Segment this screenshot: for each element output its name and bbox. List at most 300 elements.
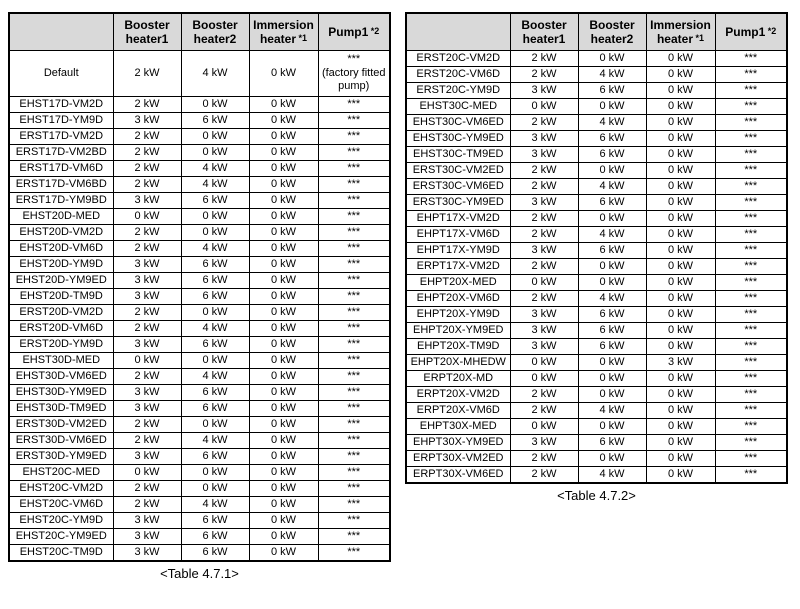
table-row — [406, 227, 787, 243]
booster-heater1-cell: 2 kW — [510, 163, 578, 179]
table-row — [9, 51, 390, 97]
immersion-heater-cell: 0 kW — [646, 259, 715, 275]
table-row — [9, 401, 390, 417]
booster-heater1-cell: 2 kW — [510, 291, 578, 307]
immersion-heater-cell: 0 kW — [646, 195, 715, 211]
table-row — [406, 339, 787, 355]
booster-heater2-cell: 0 kW — [578, 451, 646, 467]
model-cell: EHPT17X-VM6D — [406, 227, 510, 243]
booster-heater2-cell: 4 kW — [578, 227, 646, 243]
immersion-heater-cell: 0 kW — [646, 179, 715, 195]
table-row — [9, 545, 390, 562]
booster-heater1-cell: 3 kW — [510, 195, 578, 211]
pump-cell: *** — [318, 417, 390, 433]
immersion-heater-cell: 0 kW — [646, 403, 715, 419]
booster-heater2-cell: 6 kW — [578, 147, 646, 163]
booster-heater1-cell: 3 kW — [113, 401, 181, 417]
immersion-heater-cell: 0 kW — [249, 209, 318, 225]
header-row — [406, 13, 787, 51]
immersion-heater-cell: 0 kW — [646, 163, 715, 179]
booster-heater2-cell: 0 kW — [181, 417, 249, 433]
table-row — [9, 225, 390, 241]
pump-cell: *** — [318, 209, 390, 225]
booster-heater2-cell: 0 kW — [181, 465, 249, 481]
pump-cell: *** — [318, 289, 390, 305]
spec-table-472-header — [406, 13, 787, 51]
booster-heater2-cell: 0 kW — [578, 99, 646, 115]
booster-heater2-cell: 6 kW — [181, 273, 249, 289]
table-row — [9, 305, 390, 321]
model-cell: ERST30D-YM9ED — [9, 449, 113, 465]
table-row — [406, 467, 787, 484]
booster-heater1-cell: 3 kW — [113, 513, 181, 529]
booster-heater2-cell: 6 kW — [578, 243, 646, 259]
immersion-heater-cell: 0 kW — [646, 131, 715, 147]
booster-heater2-cell: 4 kW — [578, 115, 646, 131]
booster-heater2-cell: 4 kW — [181, 161, 249, 177]
booster-heater2-cell: 6 kW — [181, 529, 249, 545]
model-cell: ERST20D-YM9D — [9, 337, 113, 353]
table-row — [406, 115, 787, 131]
immersion-heater-cell: 0 kW — [249, 417, 318, 433]
model-cell: EHST20C-YM9D — [9, 513, 113, 529]
pump-cell: *** — [318, 241, 390, 257]
booster-heater2-cell: 6 kW — [181, 545, 249, 562]
pump-cell: *** — [715, 403, 787, 419]
booster-heater1-cell: 0 kW — [113, 353, 181, 369]
booster-heater2-cell: 6 kW — [578, 83, 646, 99]
immersion-heater-cell: 0 kW — [646, 339, 715, 355]
immersion-heater-cell: 0 kW — [249, 529, 318, 545]
table-row — [9, 145, 390, 161]
table-row — [406, 451, 787, 467]
table-row — [406, 67, 787, 83]
immersion-heater-cell: 0 kW — [646, 291, 715, 307]
booster-heater1-cell: 2 kW — [510, 227, 578, 243]
booster-heater2-cell: 0 kW — [578, 419, 646, 435]
table-row — [406, 51, 787, 67]
pump-cell: *** — [318, 193, 390, 209]
table-row — [406, 275, 787, 291]
model-cell: EHPT20X-YM9D — [406, 307, 510, 323]
booster-heater1-cell: 2 kW — [113, 369, 181, 385]
model-cell: ERST17D-VM6D — [9, 161, 113, 177]
column-header — [578, 13, 646, 51]
pump-cell: *** — [715, 99, 787, 115]
model-cell: EHPT30X-YM9ED — [406, 435, 510, 451]
model-cell: EHST30C-TM9ED — [406, 147, 510, 163]
pump-cell: *** — [318, 305, 390, 321]
pump-cell: *** — [715, 115, 787, 131]
pump-cell: *** — [318, 129, 390, 145]
pump-note: (factory fitted pump) — [321, 66, 386, 93]
pump-cell: *** — [715, 307, 787, 323]
column-header-label: Immersion heater — [253, 17, 314, 46]
table-row — [9, 257, 390, 273]
booster-heater2-cell: 0 kW — [578, 275, 646, 291]
booster-heater2-cell: 4 kW — [181, 241, 249, 257]
model-cell: EHST30C-VM6ED — [406, 115, 510, 131]
pump-cell: *** — [715, 467, 787, 484]
table-row — [9, 449, 390, 465]
booster-heater2-cell: 4 kW — [181, 497, 249, 513]
immersion-heater-cell: 0 kW — [249, 113, 318, 129]
model-cell: ERST17D-VM2BD — [9, 145, 113, 161]
table-row — [9, 385, 390, 401]
booster-heater2-cell: 6 kW — [181, 385, 249, 401]
immersion-heater-cell: 0 kW — [249, 465, 318, 481]
booster-heater1-cell: 0 kW — [113, 465, 181, 481]
booster-heater1-cell: 2 kW — [113, 241, 181, 257]
booster-heater1-cell: 3 kW — [510, 307, 578, 323]
model-cell: EHPT30X-MED — [406, 419, 510, 435]
column-header-label: Pump1 — [725, 24, 766, 39]
column-header-label: Booster heater1 — [124, 17, 170, 46]
table-row — [9, 513, 390, 529]
table-row — [406, 131, 787, 147]
table-row — [9, 465, 390, 481]
model-cell: EHPT17X-VM2D — [406, 211, 510, 227]
booster-heater1-cell: 2 kW — [510, 403, 578, 419]
pump-cell: *** — [318, 273, 390, 289]
model-column-header — [9, 13, 113, 51]
booster-heater2-cell: 4 kW — [578, 467, 646, 484]
immersion-heater-cell: 0 kW — [249, 97, 318, 113]
pump-cell: *** — [715, 451, 787, 467]
pump-cell: *** — [318, 545, 390, 562]
model-cell: EHST20D-VM6D — [9, 241, 113, 257]
model-cell: EHST20C-VM6D — [9, 497, 113, 513]
booster-heater2-cell: 0 kW — [181, 305, 249, 321]
table-row — [406, 99, 787, 115]
booster-heater1-cell: 2 kW — [510, 451, 578, 467]
immersion-heater-cell: 0 kW — [249, 145, 318, 161]
model-cell: EHPT20X-VM6D — [406, 291, 510, 307]
booster-heater1-cell: 2 kW — [510, 115, 578, 131]
immersion-heater-cell: 0 kW — [249, 401, 318, 417]
booster-heater1-cell: 3 kW — [113, 529, 181, 545]
model-cell: ERST20C-VM2D — [406, 51, 510, 67]
model-cell: EHST30D-VM6ED — [9, 369, 113, 385]
pump-cell: *** — [715, 259, 787, 275]
pump-cell: *** (factory fitted pump) — [318, 51, 390, 97]
immersion-heater-cell: 0 kW — [646, 419, 715, 435]
model-cell: EHPT20X-TM9D — [406, 339, 510, 355]
pump-cell: *** — [318, 497, 390, 513]
table-row — [9, 113, 390, 129]
immersion-heater-cell: 0 kW — [249, 289, 318, 305]
booster-heater1-cell: 2 kW — [510, 467, 578, 484]
booster-heater1-cell: 3 kW — [113, 193, 181, 209]
immersion-heater-cell: 0 kW — [249, 305, 318, 321]
booster-heater1-cell: 3 kW — [510, 147, 578, 163]
table-row — [406, 307, 787, 323]
table-row — [9, 97, 390, 113]
immersion-heater-cell: 0 kW — [249, 449, 318, 465]
immersion-heater-cell: 0 kW — [249, 545, 318, 562]
column-header-label: Booster heater2 — [192, 17, 238, 46]
booster-heater2-cell: 6 kW — [181, 113, 249, 129]
immersion-heater-cell: 0 kW — [646, 467, 715, 484]
immersion-heater-cell: 0 kW — [249, 497, 318, 513]
table-row — [406, 355, 787, 371]
model-cell: EHST20D-MED — [9, 209, 113, 225]
model-cell: ERST20D-VM2D — [9, 305, 113, 321]
model-cell: ERST30C-YM9ED — [406, 195, 510, 211]
immersion-heater-cell: 0 kW — [646, 387, 715, 403]
booster-heater2-cell: 4 kW — [578, 67, 646, 83]
table-row — [406, 435, 787, 451]
table-row — [9, 417, 390, 433]
booster-heater1-cell: 3 kW — [510, 323, 578, 339]
immersion-heater-cell: 0 kW — [249, 51, 318, 97]
booster-heater2-cell: 6 kW — [578, 435, 646, 451]
pump-cell: *** — [715, 323, 787, 339]
model-cell: ERST30D-VM6ED — [9, 433, 113, 449]
booster-heater1-cell: 3 kW — [113, 273, 181, 289]
booster-heater1-cell: 0 kW — [510, 99, 578, 115]
booster-heater2-cell: 0 kW — [578, 371, 646, 387]
model-cell: EHPT20X-MHEDW — [406, 355, 510, 371]
booster-heater2-cell: 4 kW — [578, 179, 646, 195]
booster-heater1-cell: 3 kW — [113, 257, 181, 273]
table-row — [406, 403, 787, 419]
booster-heater1-cell: 3 kW — [113, 337, 181, 353]
immersion-heater-cell: 0 kW — [646, 99, 715, 115]
header-row — [9, 13, 390, 51]
model-cell: Default — [9, 51, 113, 97]
immersion-heater-cell: 0 kW — [646, 227, 715, 243]
model-cell: ERST17D-YM9BD — [9, 193, 113, 209]
footnote-marker: *1 — [296, 33, 308, 43]
immersion-heater-cell: 0 kW — [249, 129, 318, 145]
column-header-label: Pump1 — [328, 24, 369, 39]
model-cell: ERPT30X-VM6ED — [406, 467, 510, 484]
booster-heater1-cell: 2 kW — [510, 179, 578, 195]
column-header-label: Booster heater1 — [521, 17, 567, 46]
table-row — [406, 243, 787, 259]
pump-cell: *** — [318, 353, 390, 369]
booster-heater2-cell: 4 kW — [578, 403, 646, 419]
table-row — [9, 497, 390, 513]
booster-heater2-cell: 0 kW — [181, 353, 249, 369]
footnote-marker: *1 — [693, 33, 705, 43]
table-row — [9, 129, 390, 145]
immersion-heater-cell: 0 kW — [646, 371, 715, 387]
model-cell: EHST20C-MED — [9, 465, 113, 481]
booster-heater2-cell: 0 kW — [181, 225, 249, 241]
booster-heater1-cell: 2 kW — [113, 129, 181, 145]
table-row — [406, 179, 787, 195]
booster-heater2-cell: 4 kW — [578, 291, 646, 307]
pump-cell: *** — [715, 51, 787, 67]
pump-cell: *** — [318, 321, 390, 337]
immersion-heater-cell: 0 kW — [646, 211, 715, 227]
pump-cell: *** — [715, 163, 787, 179]
pump-cell: *** — [715, 435, 787, 451]
pump-cell: *** — [715, 419, 787, 435]
table-row — [9, 273, 390, 289]
model-cell: ERST20D-VM6D — [9, 321, 113, 337]
table-row — [9, 177, 390, 193]
booster-heater2-cell: 6 kW — [181, 337, 249, 353]
booster-heater1-cell: 3 kW — [510, 243, 578, 259]
booster-heater1-cell: 2 kW — [510, 259, 578, 275]
model-cell: ERPT30X-VM2ED — [406, 451, 510, 467]
table-caption-472: <Table 4.7.2> — [557, 488, 636, 503]
table-row — [406, 83, 787, 99]
immersion-heater-cell: 0 kW — [249, 273, 318, 289]
column-header — [113, 13, 181, 51]
model-cell: ERST30D-VM2ED — [9, 417, 113, 433]
booster-heater1-cell: 2 kW — [113, 497, 181, 513]
column-header — [646, 13, 715, 51]
model-cell: EHPT20X-MED — [406, 275, 510, 291]
table-row — [406, 147, 787, 163]
immersion-heater-cell: 0 kW — [249, 369, 318, 385]
immersion-heater-cell: 0 kW — [646, 67, 715, 83]
booster-heater1-cell: 3 kW — [113, 545, 181, 562]
booster-heater2-cell: 6 kW — [181, 401, 249, 417]
booster-heater1-cell: 3 kW — [510, 131, 578, 147]
table-row — [9, 529, 390, 545]
table-row — [406, 371, 787, 387]
column-header-label: Immersion heater — [650, 17, 711, 46]
booster-heater2-cell: 0 kW — [181, 129, 249, 145]
pump-cell: *** — [715, 355, 787, 371]
table-row — [9, 241, 390, 257]
table-row — [9, 481, 390, 497]
immersion-heater-cell: 0 kW — [646, 451, 715, 467]
pump-cell: *** — [715, 291, 787, 307]
pump-cell: *** — [715, 387, 787, 403]
pump-cell: *** — [318, 97, 390, 113]
model-cell: EHST30D-MED — [9, 353, 113, 369]
booster-heater2-cell: 6 kW — [578, 195, 646, 211]
booster-heater2-cell: 4 kW — [181, 369, 249, 385]
model-cell: EHST20C-TM9D — [9, 545, 113, 562]
pump-cell: *** — [318, 177, 390, 193]
pump-cell: *** — [318, 369, 390, 385]
pump-cell: *** — [715, 211, 787, 227]
spec-table-471-header — [9, 13, 390, 51]
pump-cell: *** — [318, 529, 390, 545]
immersion-heater-cell: 0 kW — [249, 321, 318, 337]
model-cell: EHST20D-YM9D — [9, 257, 113, 273]
pump-cell: *** — [318, 449, 390, 465]
pump-cell: *** — [318, 513, 390, 529]
immersion-heater-cell: 0 kW — [249, 353, 318, 369]
immersion-heater-cell: 3 kW — [646, 355, 715, 371]
booster-heater2-cell: 0 kW — [181, 209, 249, 225]
table-row — [406, 259, 787, 275]
model-cell: EHST30C-MED — [406, 99, 510, 115]
model-cell: EHST20D-TM9D — [9, 289, 113, 305]
booster-heater1-cell: 2 kW — [113, 51, 181, 97]
pump-cell: *** — [715, 67, 787, 83]
table-row — [9, 193, 390, 209]
immersion-heater-cell: 0 kW — [249, 225, 318, 241]
model-cell: EHST20C-VM2D — [9, 481, 113, 497]
spec-table-471-body — [9, 51, 390, 562]
booster-heater2-cell: 0 kW — [578, 163, 646, 179]
model-cell: ERPT20X-VM2D — [406, 387, 510, 403]
immersion-heater-cell: 0 kW — [249, 241, 318, 257]
booster-heater2-cell: 0 kW — [181, 481, 249, 497]
immersion-heater-cell: 0 kW — [249, 385, 318, 401]
table-caption-471: <Table 4.7.1> — [160, 566, 239, 581]
pump-cell: *** — [715, 179, 787, 195]
model-cell: EHST20D-VM2D — [9, 225, 113, 241]
booster-heater1-cell: 2 kW — [510, 51, 578, 67]
booster-heater1-cell: 3 kW — [113, 113, 181, 129]
model-cell: ERPT20X-VM6D — [406, 403, 510, 419]
booster-heater2-cell: 0 kW — [578, 51, 646, 67]
model-cell: EHST17D-VM2D — [9, 97, 113, 113]
pump-cell: *** — [715, 195, 787, 211]
immersion-heater-cell: 0 kW — [249, 513, 318, 529]
booster-heater1-cell: 2 kW — [113, 481, 181, 497]
footnote-marker: *2 — [368, 25, 380, 36]
column-header — [715, 13, 787, 51]
pump-cell: *** — [318, 385, 390, 401]
spec-table-472 — [405, 12, 788, 484]
booster-heater1-cell: 0 kW — [510, 419, 578, 435]
booster-heater2-cell: 6 kW — [578, 131, 646, 147]
model-cell: EHST30C-YM9ED — [406, 131, 510, 147]
booster-heater1-cell: 2 kW — [113, 305, 181, 321]
column-header — [318, 13, 390, 51]
pump-cell: *** — [318, 465, 390, 481]
pump-cell: *** — [318, 161, 390, 177]
booster-heater1-cell: 0 kW — [510, 355, 578, 371]
table-row — [406, 163, 787, 179]
table-row — [9, 321, 390, 337]
model-cell: ERST30C-VM2ED — [406, 163, 510, 179]
booster-heater2-cell: 0 kW — [181, 97, 249, 113]
booster-heater2-cell: 4 kW — [181, 177, 249, 193]
pump-cell: *** — [715, 83, 787, 99]
immersion-heater-cell: 0 kW — [249, 433, 318, 449]
model-cell: EHST17D-YM9D — [9, 113, 113, 129]
booster-heater1-cell: 2 kW — [113, 321, 181, 337]
pump-cell: *** — [715, 275, 787, 291]
spec-table-472-body — [406, 51, 787, 484]
table-row — [406, 211, 787, 227]
pump-cell: *** — [318, 337, 390, 353]
model-cell: EHPT17X-YM9D — [406, 243, 510, 259]
pump-cell: *** — [715, 131, 787, 147]
table-block-472 — [405, 12, 788, 503]
footnote-marker: *2 — [765, 25, 777, 36]
immersion-heater-cell: 0 kW — [249, 161, 318, 177]
booster-heater1-cell: 2 kW — [113, 97, 181, 113]
table-row — [406, 387, 787, 403]
immersion-heater-cell: 0 kW — [646, 243, 715, 259]
booster-heater2-cell: 6 kW — [578, 339, 646, 355]
model-cell: EHST30D-YM9ED — [9, 385, 113, 401]
table-row — [9, 337, 390, 353]
booster-heater2-cell: 6 kW — [181, 257, 249, 273]
pump-cell: *** — [318, 113, 390, 129]
model-cell: ERPT17X-VM2D — [406, 259, 510, 275]
booster-heater2-cell: 0 kW — [578, 355, 646, 371]
booster-heater1-cell: 0 kW — [510, 275, 578, 291]
pump-cell: *** — [318, 257, 390, 273]
pump-cell: *** — [318, 401, 390, 417]
booster-heater1-cell: 2 kW — [510, 211, 578, 227]
model-cell: ERST20C-YM9D — [406, 83, 510, 99]
